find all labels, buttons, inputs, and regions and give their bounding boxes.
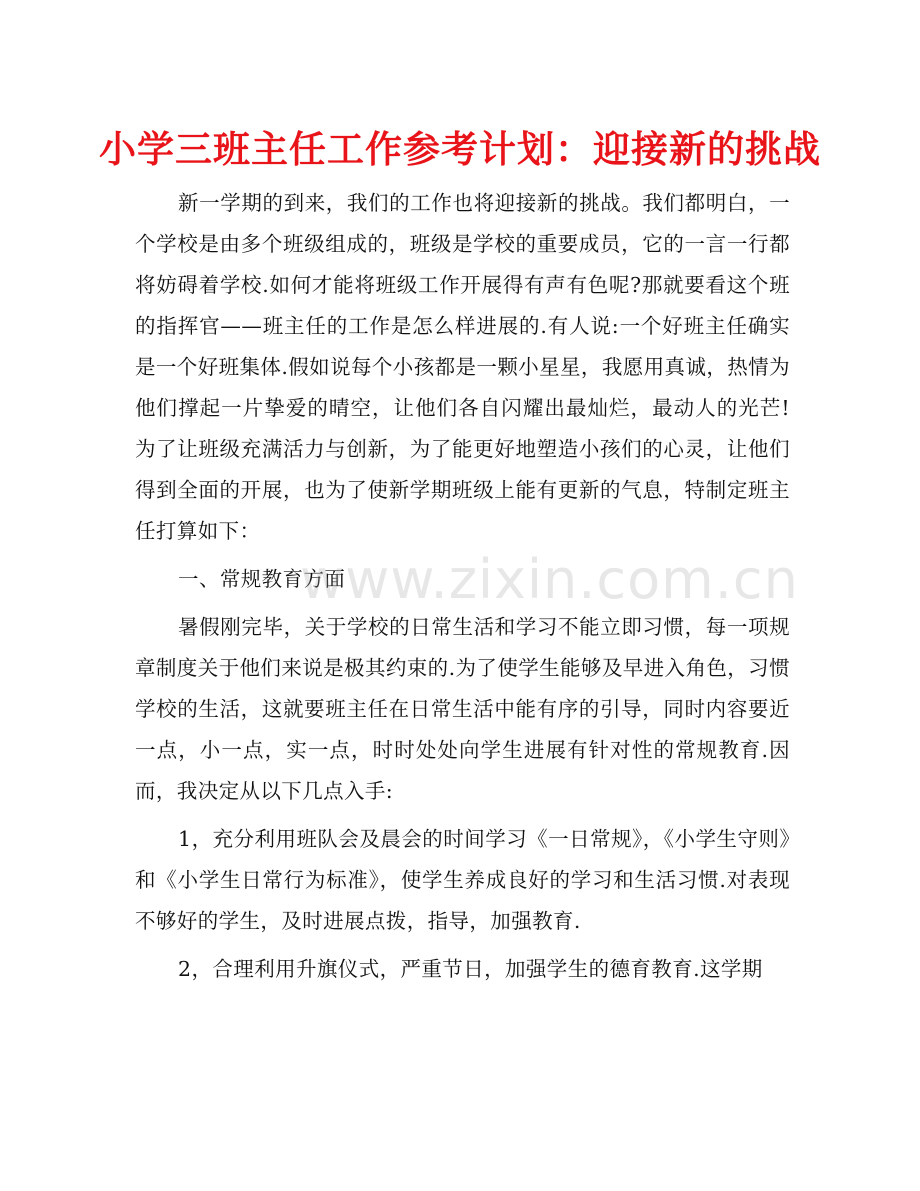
- paragraph-item-1: 1，充分利用班队会及晨会的时间学习《一日常规》，《小学生守则》和《小学生日常行为标准》，使学生养成良好的学习和生活习惯.对表现不够好的学生，及时进展点拨，指导，加强教育.: [135, 827, 790, 933]
- paragraph-intro: 新一学期的到来，我们的工作也将迎接新的挑战。我们都明白，一个学校是由多个班级组成的，班级是学校的重要成员，它的一言一行都将妨碍着学校.如何才能将班级工作开展得有声有色呢?那就要看这个班的指挥官——班主任的工作是怎么样进展的.有人说:一个好班主任确实是一个好班集体.假如说每个小孩都是一颗小星星，我愿用真诚，热情为他们撑起一片挚爱的晴空，让他们各自闪耀出最灿烂，最动人的光芒!为了让班级充满活力与创新，为了能更好地塑造小孩们的心灵，让他们得到全面的开展，也为了使新学期班级上能有更新的气息，特制定班主任打算如下：: [135, 191, 790, 543]
- watermark-text: www.zixin.com.cn: [300, 548, 799, 611]
- document-title: 小学三班主任工作参考计划：迎接新的挑战: [99, 128, 821, 171]
- document-body: [135, 183, 790, 997]
- paragraph-routine-education: 暑假刚完毕，关于学校的日常生活和学习不能立即习惯，每一项规章制度关于他们来说是极其约束的.为了使学生能够及早进入角色，习惯学校的生活，这就要班主任在日常生活中能有序的引导，同时内容要近一点，小一点，实一点，时时处处向学生进展有针对性的常规教育.因而，我决定从以下几点入手:: [135, 615, 790, 803]
- section-heading-routine-education: 一、常规教育方面: [178, 567, 346, 591]
- paragraph-item-2: 2，合理利用升旗仪式，严重节日，加强学生的德育教育.这学期: [178, 957, 763, 981]
